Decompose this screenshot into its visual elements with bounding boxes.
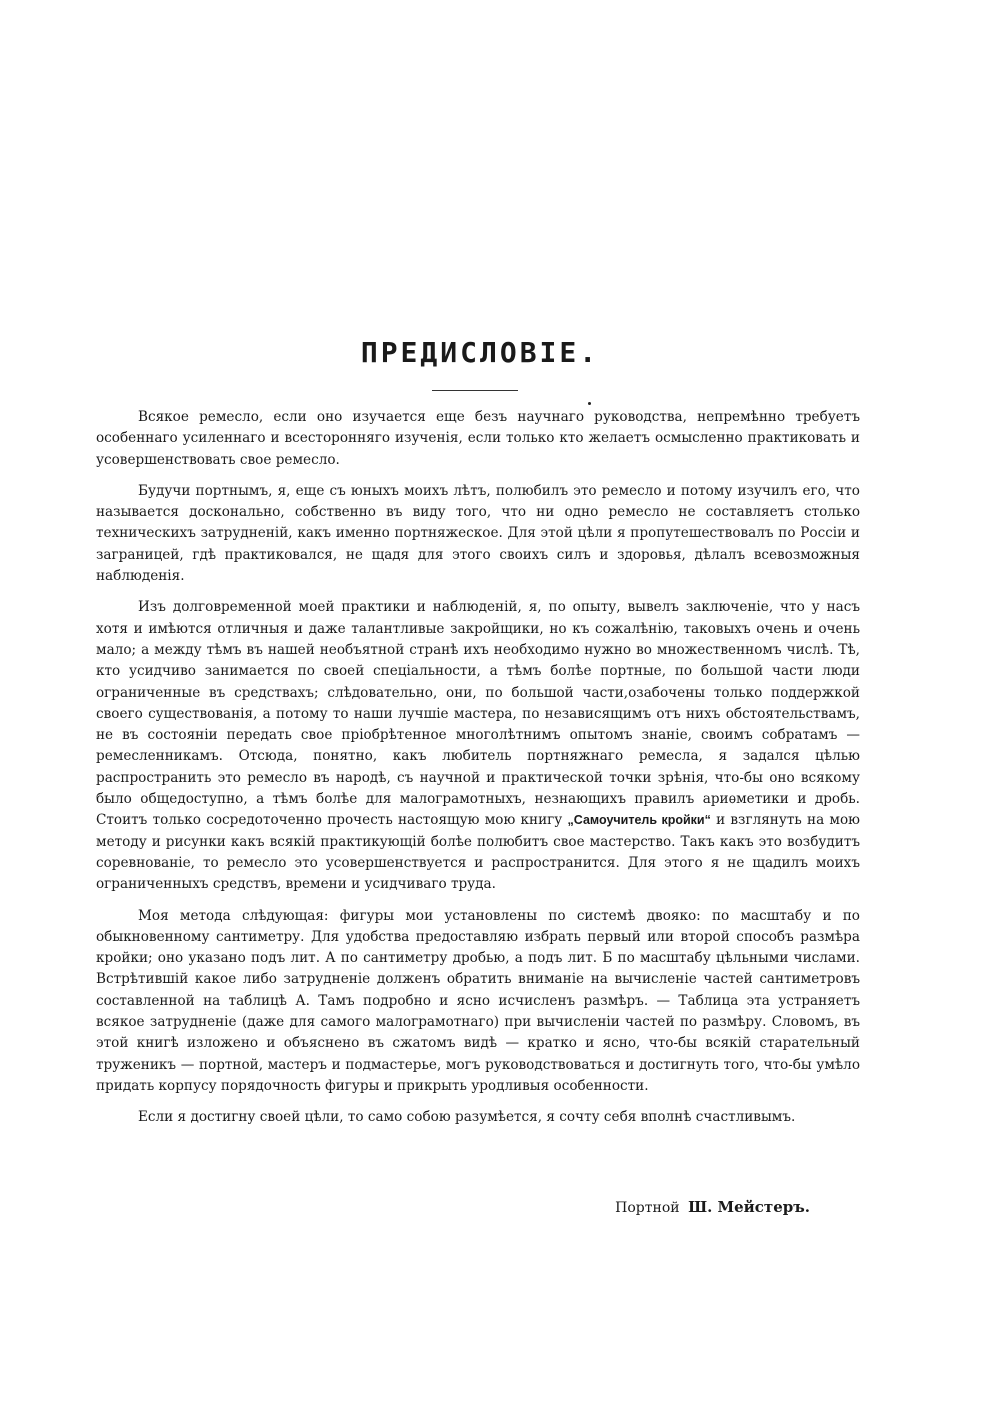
paragraph-1: Всякое ремесло, если оно изучается еще безъ научнаго руководства, непремѣнно требуетъ особеннаго усиленнаго и всесторонняго изученія, если только кто желаетъ осмысленно практиковать и усовершенствовать свое ремесло. <box>96 409 860 468</box>
signature-role: Портной <box>615 1200 680 1216</box>
book-title: „Самоучитель кройки“ <box>567 813 711 828</box>
title-divider <box>432 390 518 391</box>
paragraph-5: Если я достигну своей цѣли, то само собою разумѣется, я сочту себя вполнѣ счастливымъ. <box>138 1109 796 1126</box>
paragraph-3 <box>96 597 860 895</box>
paragraph-3-part-2: и взглянуть на мою методу и рисунки какъ всякій практикующій болѣе полюбитъ свое мастерство. Такъ какъ это возбудитъ соревнованіе, то ремесло это усовершенствуется и распространится. Для этого я не щадилъ моихъ ограниченныхъ средствъ, времени и усидчиваго труда. <box>96 812 860 893</box>
paragraph-4: Моя метода слѣдующая: фигуры мои установлены по системѣ двояко: по масштабу и по обыкновенному сантиметру. Для удобства предоставляю избрать первый или второй способъ размѣра кройки; оно указано подъ лит. А по сантиметру дробью, а подъ лит. Б по масштабу цѣльными числами. Встрѣтившій какое либо затрудненіе долженъ обратить вниманіе на вычисленіе частей сантиметровъ составленной на таблицѣ А. Тамъ подробно и ясно исчисленъ размѣръ. — Таблица эта устраняетъ всякое затрудненіе (даже для самого малограмотнаго) при вычисленіи частей по размѣру. Словомъ, въ этой книгѣ изложено и объяснено въ сжатомъ видѣ — кратко и ясно, что-бы всякій старательный труженикъ — портной, мастеръ и подмастерье, могъ руководствоваться и достигнуть того, что-бы умѣло придать корпусу порядочность фигуры и прикрыть уродливыя особенности. <box>96 907 860 1094</box>
signature <box>0 1198 810 1216</box>
paragraph-2: Будучи портнымъ, я, еще съ юныхъ моихъ лѣтъ, полюбилъ это ремесло и потому изучилъ его, что называется досконально, собственно въ виду того, что ни одно ремесло не составляетъ столько техническихъ затрудненій, какъ именно портняжеское. Для этой цѣли я пропутешествовалъ по Россіи и заграницей, гдѣ практиковался, не щадя для этого своихъ силъ и здоровья, дѣлалъ всевозможныя наблюденія. <box>96 482 860 585</box>
page-title: ПРЕДИСЛОВІЕ. <box>360 336 600 369</box>
preface-body <box>96 407 860 1139</box>
paragraph-3-part-1: Изъ долговременной моей практики и наблюденій, я, по опыту, вывелъ заключеніе, что у насъ хотя и имѣются отличныя и даже талантливые закройщики, но къ сожалѣнію, таковыхъ очень и очень мало; а между тѣмъ въ нашей необъятной странѣ ихъ необходимо нужно во множественномъ числѣ. Тѣ, кто усидчиво занимается по своей спеціальности, а тѣмъ болѣе портные, по большой части люди ограниченные въ средствахъ; слѣдовательно, они, по большой части,озабочены только поддержкой своего существованія, а потому то наши лучшіе мастера, по независящимъ отъ нихъ обстоятельствамъ, не въ состояніи передать свое пріобрѣтенное многолѣтнимъ опытомъ знаніе, своимъ собратамъ — ремесленникамъ. Отсюда, понятно, какъ любитель портняжнаго ремесла, я задался цѣлью распространить это ремесло въ народѣ, съ научной и практической точки зрѣнія, что-бы оно всякому было общедоступно, а тѣмъ болѣе для малограмотныхъ, незнающихъ правилъ ариѳметики и дробь. Стоитъ только сосредоточенно прочесть настоящую мою книгу <box>96 599 860 829</box>
signature-name: Ш. Мейстеръ. <box>688 1198 810 1216</box>
print-speck <box>588 402 591 405</box>
